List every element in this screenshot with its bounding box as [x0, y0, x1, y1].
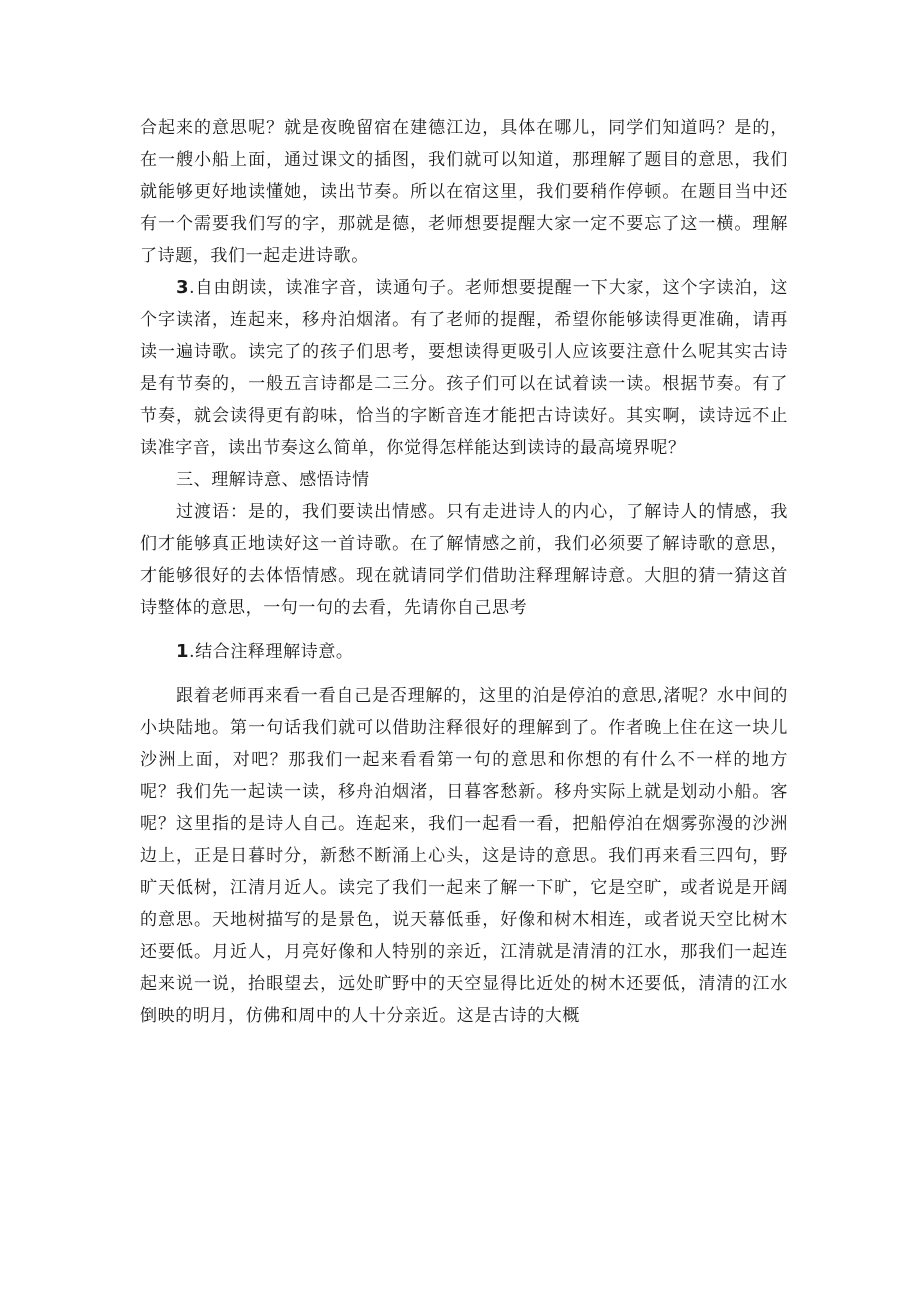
- paragraph-number: 1: [176, 641, 190, 662]
- numbered-paragraph-1: [140, 636, 788, 668]
- paragraph-text: .结合注释理解诗意。: [189, 642, 354, 662]
- numbered-paragraph-3: [140, 272, 788, 464]
- spacer: [140, 668, 788, 680]
- paragraph-text: .自由朗读，读准字音，读通句子。老师想要提醒一下大家，这个字读泊，这个字读渚，连起来，移舟泊烟渚。有了老师的提醒，希望你能够读得更准确，请再读一遍诗歌。读完了的孩子们思考，要想读得更吸引人应该要注意什么呢其实古诗是有节奏的，一般五言诗都是二三分。孩子们可以在试着读一读。根据节奏。有了节奏，就会读得更有韵味，恰当的字断音连才能把古诗读好。其实啊，读诗远不止读准字音，读出节奏这么简单，你觉得怎样能达到读诗的最高境界呢？: [140, 278, 788, 458]
- paragraph-continuation: 合起来的意思呢？就是夜晚留宿在建德江边，具体在哪儿，同学们知道吗？是的，在一艘小船上面，通过课文的插图，我们就可以知道，那理解了题目的意思，我们就能够更好地读懂她，读出节奏。所以在宿这里，我们要稍作停顿。在题目当中还有一个需要我们写的字，那就是德，老师想要提醒大家一定不要忘了这一横。理解了诗题，我们一起走进诗歌。: [140, 118, 788, 266]
- paragraph-number: 3: [176, 277, 190, 298]
- paragraph-transition: 过渡语：是的，我们要读出情感。只有走进诗人的内心，了解诗人的情感，我们才能够真正地读好这一首诗歌。在了解情感之前，我们必须要了解诗歌的意思，才能够很好的去体悟情感。现在就请同学们借助注释理解诗意。大胆的猜一猜这首诗整体的意思，一句一句的去看，先请你自己思考: [140, 502, 788, 618]
- document-body: [140, 112, 788, 1032]
- spacer: [140, 624, 788, 636]
- section-heading: 三、理解诗意、感悟诗情: [176, 470, 370, 490]
- paragraph-explanation: 跟着老师再来看一看自己是否理解的，这里的泊是停泊的意思,渚呢？水中间的小块陆地。第一句话我们就可以借助注释很好的理解到了。作者晚上住在这一块儿沙洲上面，对吧？那我们一起来看看第一句的意思和你想的有什么不一样的地方呢？我们先一起读一读，移舟泊烟渚，日暮客愁新。移舟实际上就是划动小船。客呢？这里指的是诗人自己。连起来，我们一起看一看，把船停泊在烟雾弥漫的沙洲边上，正是日暮时分，新愁不断涌上心头，这是诗的意思。我们再来看三四句，野旷天低树，江清月近人。读完了我们一起来了解一下旷，它是空旷，或者说是开阔的意思。天地树描写的是景色，说天幕低垂，好像和树木相连，或者说天空比树木还要低。月近人，月亮好像和人特别的亲近，江清就是清清的江水，那我们一起连起来说一说，抬眼望去，远处旷野中的天空显得比近处的树木还要低，清清的江水倒映的明月，仿佛和周中的人十分亲近。这是古诗的大概: [140, 686, 788, 1026]
